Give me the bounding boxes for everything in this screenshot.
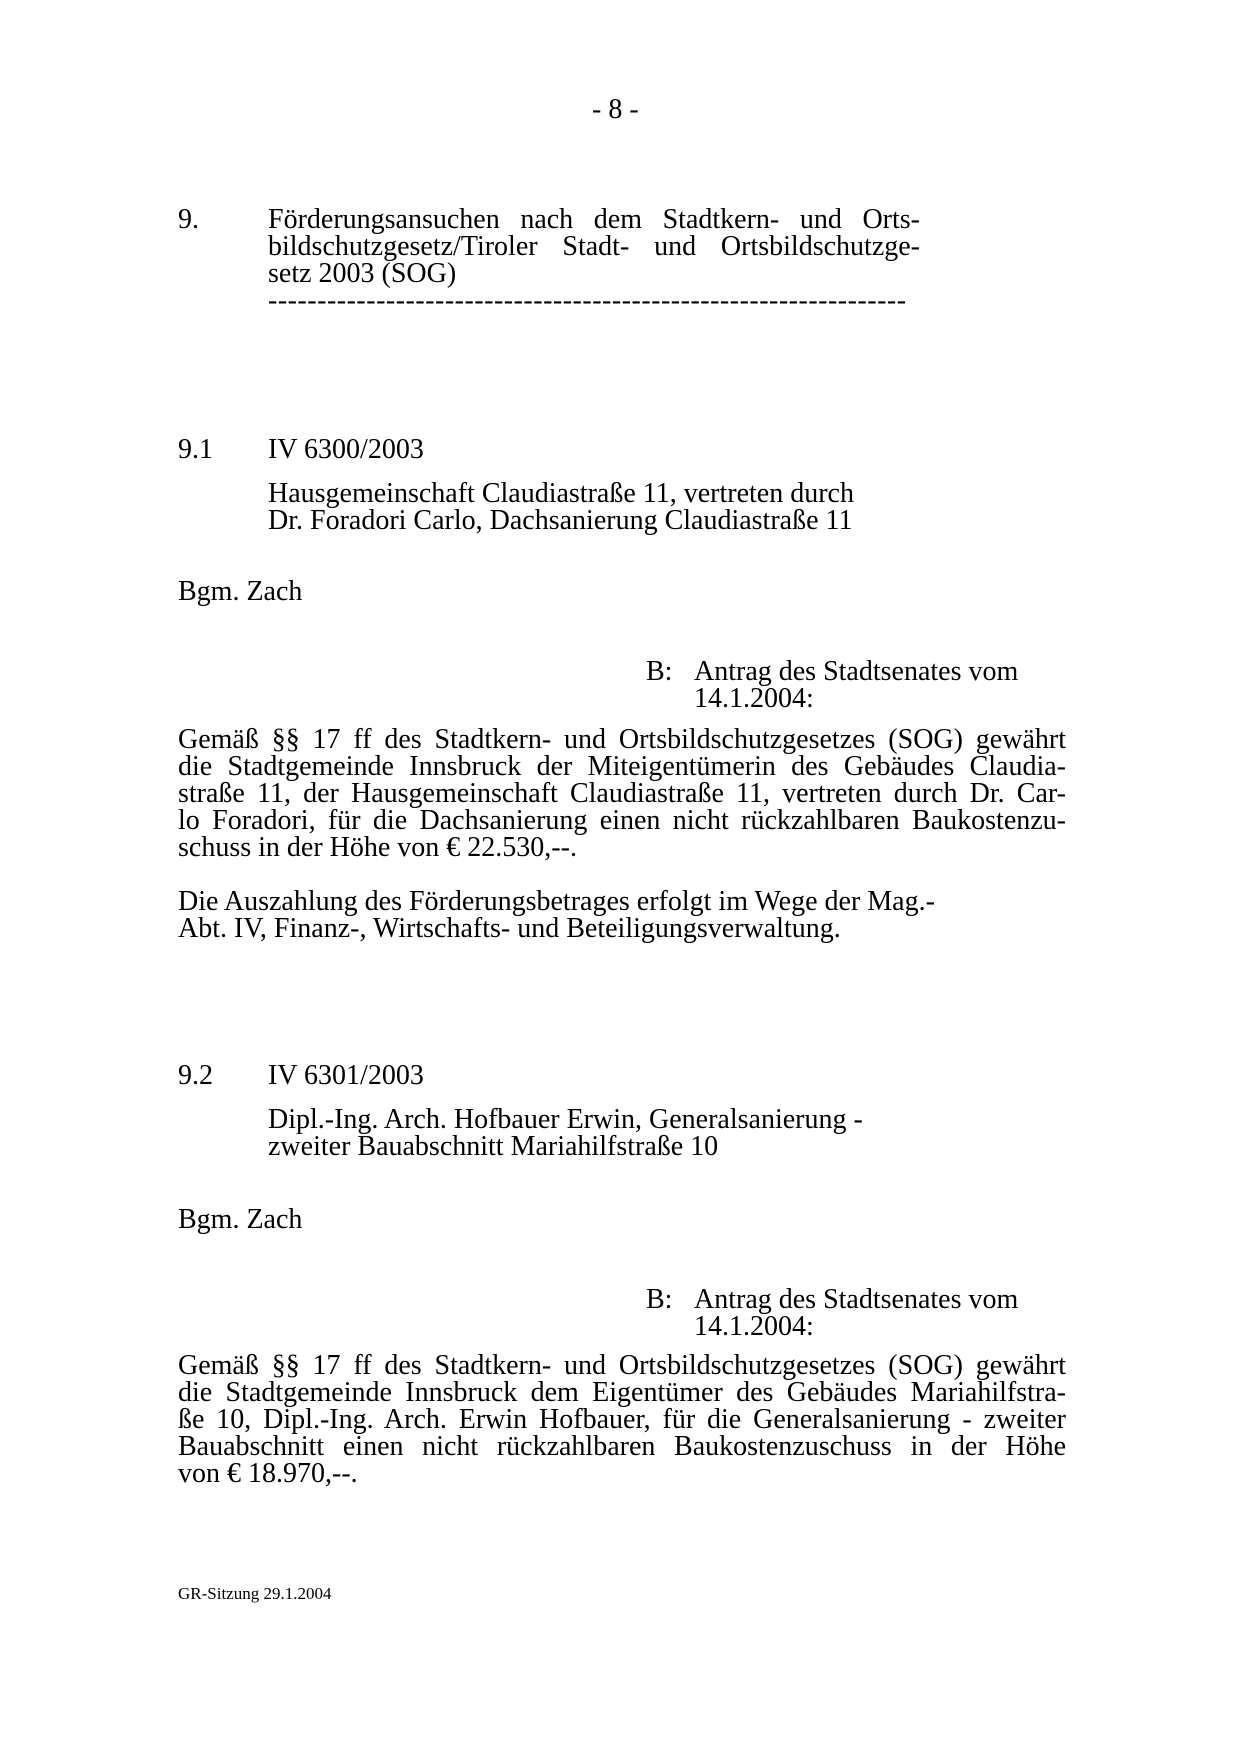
item-reference: IV 6300/2003 — [268, 434, 424, 465]
footer: GR-Sitzung 29.1.2004 — [178, 1584, 332, 1603]
item-reference: IV 6301/2003 — [268, 1060, 424, 1091]
resolution-line: Bauabschnitt einen nicht rückzahlbaren Baukostenzuschuss in der Höhe — [178, 1431, 1066, 1462]
item-subject-line: Dipl.-Ing. Arch. Hofbauer Erwin, Generalsanierung - — [268, 1104, 863, 1135]
speaker: Bgm. Zach — [178, 576, 303, 607]
section-title-line: Förderungsansuchen nach dem Stadtkern- und Orts- — [268, 204, 920, 235]
decision-label: B: — [646, 1284, 673, 1315]
resolution-line: die Stadtgemeinde Innsbruck der Miteigentümerin des Gebäudes Claudia- — [178, 751, 1066, 782]
section-title-line: setz 2003 (SOG) — [268, 258, 457, 289]
decision-label: B: — [646, 656, 673, 687]
resolution-line: lo Foradori, für die Dachsanierung einen nicht rückzahlbaren Baukostenzu- — [178, 805, 1066, 836]
decision-line: Antrag des Stadtsenates vom — [694, 656, 1019, 687]
item-subject-line: Dr. Foradori Carlo, Dachsanierung Claudiastraße 11 — [268, 505, 853, 536]
resolution-line: schuss in der Höhe von € 22.530,--. — [178, 832, 577, 863]
decision-text — [694, 658, 1018, 712]
resolution-line: von € 18.970,--. — [178, 1458, 358, 1489]
speaker: Bgm. Zach — [178, 1204, 303, 1235]
decision-line: 14.1.2004: — [694, 683, 814, 714]
section-rule: ----------------------------------------------------------------- — [268, 287, 907, 314]
section-title — [268, 206, 920, 314]
payment-line: Die Auszahlung des Förderungsbetrages erfolgt im Wege der Mag.- — [178, 886, 935, 917]
decision-line: Antrag des Stadtsenates vom — [694, 1284, 1019, 1315]
resolution-line: die Stadtgemeinde Innsbruck dem Eigentümer des Gebäudes Mariahilfstra- — [178, 1377, 1066, 1408]
item-subject — [268, 480, 854, 534]
payment-line: Abt. IV, Finanz-, Wirtschafts- und Beteiligungsverwaltung. — [178, 913, 841, 944]
resolution-line: ße 10, Dipl.-Ing. Arch. Erwin Hofbauer, für die Generalsanierung - zweiter — [178, 1404, 1066, 1435]
item-number: 9.2 — [178, 1060, 213, 1091]
item-number: 9.1 — [178, 434, 213, 465]
page-number: - 8 - — [592, 94, 639, 125]
resolution-line: Gemäß §§ 17 ff des Stadtkern- und Ortsbildschutzgesetzes (SOG) gewährt — [178, 1350, 1066, 1381]
resolution-paragraph — [178, 726, 1066, 861]
resolution-line: Gemäß §§ 17 ff des Stadtkern- und Ortsbildschutzgesetzes (SOG) gewährt — [178, 724, 1066, 755]
decision-text — [694, 1286, 1018, 1340]
section-number: 9. — [178, 204, 199, 235]
decision-line: 14.1.2004: — [694, 1311, 814, 1342]
resolution-paragraph — [178, 1352, 1066, 1487]
item-subject-line: Hausgemeinschaft Claudiastraße 11, vertreten durch — [268, 478, 854, 509]
item-subject — [268, 1106, 863, 1160]
payment-paragraph — [178, 888, 935, 942]
section-title-line: bildschutzgesetz/Tiroler Stadt- und Ortsbildschutzge- — [268, 231, 920, 262]
resolution-line: straße 11, der Hausgemeinschaft Claudiastraße 11, vertreten durch Dr. Car- — [178, 778, 1066, 809]
item-subject-line: zweiter Bauabschnitt Mariahilfstraße 10 — [268, 1131, 719, 1162]
